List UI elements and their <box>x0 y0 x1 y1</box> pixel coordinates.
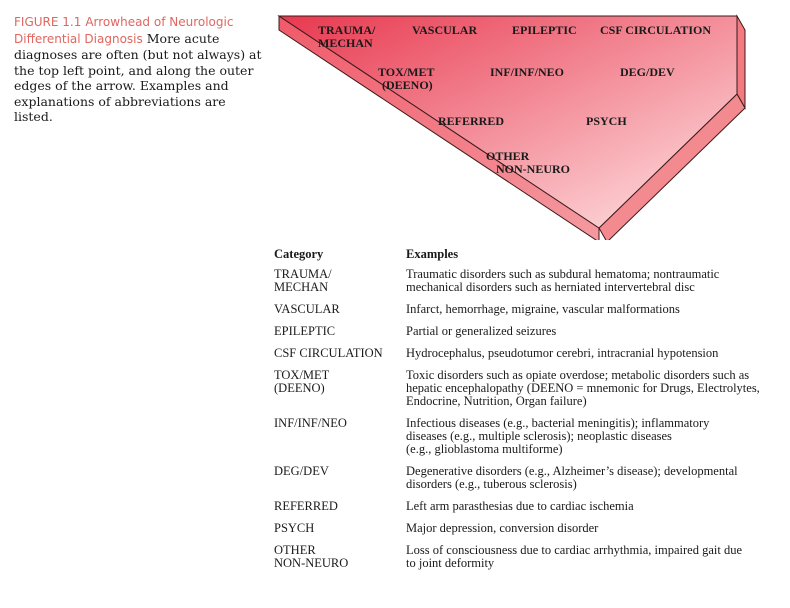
row-category: CSF CIRCULATION <box>274 346 383 360</box>
row-category: TOX/MET (DEENO) <box>274 368 330 395</box>
table-row <box>274 465 786 491</box>
label-infinfneo: INF/INF/NEO <box>490 65 565 79</box>
examples-table <box>274 248 786 570</box>
row-examples: Degenerative disorders (e.g., Alzheimer’s disease); developmental disorders (e.g., tuberous sclerosis) <box>406 464 738 491</box>
table-row <box>274 268 786 294</box>
table-row <box>274 347 786 360</box>
label-trauma-line1: TRAUMA/ <box>318 23 376 37</box>
label-other-line1: OTHER <box>486 149 530 163</box>
row-category: EPILEPTIC <box>274 324 336 338</box>
row-examples: Hydrocephalus, pseudotumor cerebri, intracranial hypotension <box>406 346 719 360</box>
table-row <box>274 303 786 316</box>
row-examples: Partial or generalized seizures <box>406 324 557 338</box>
row-examples: Loss of consciousness due to cardiac arrhythmia, impaired gait due to joint deformity <box>406 543 743 570</box>
table-row <box>274 500 786 513</box>
row-category: REFERRED <box>274 499 338 513</box>
row-category: VASCULAR <box>274 302 340 316</box>
label-toxmet-line1: TOX/MET <box>378 65 435 79</box>
header-category: Category <box>274 247 324 261</box>
row-category: TRAUMA/ MECHAN <box>274 267 332 294</box>
label-epileptic: EPILEPTIC <box>512 23 577 37</box>
row-category: PSYCH <box>274 521 315 535</box>
row-examples: Traumatic disorders such as subdural hematoma; nontraumatic mechanical disorders such as herniated intervertebral disc <box>406 267 720 294</box>
label-degdev: DEG/DEV <box>620 65 675 79</box>
label-vascular: VASCULAR <box>412 23 478 37</box>
table-row <box>274 417 786 456</box>
table-header <box>274 248 786 261</box>
row-examples: Infarct, hemorrhage, migraine, vascular malformations <box>406 302 680 316</box>
row-category: INF/INF/NEO <box>274 416 347 430</box>
arrowhead-diagram <box>0 0 790 240</box>
row-examples: Left arm parasthesias due to cardiac ischemia <box>406 499 634 513</box>
table-row <box>274 325 786 338</box>
label-other-line2: NON-NEURO <box>496 162 570 176</box>
row-examples: Major depression, conversion disorder <box>406 521 599 535</box>
caption-text: More acute diagnoses are often (but not always) at the top left point, and along the outer edges of the arrow. Examples and explanations of abbreviations are listed. <box>14 30 262 124</box>
figure-title: Arrowhead of Neurologic Differential Diagnosis <box>14 15 234 46</box>
row-category: DEG/DEV <box>274 464 329 478</box>
label-psych: PSYCH <box>586 114 627 128</box>
label-toxmet-line2: (DEENO) <box>382 78 433 92</box>
row-category: OTHER NON-NEURO <box>274 543 349 570</box>
table-row <box>274 522 786 535</box>
table-row <box>274 369 786 408</box>
table-row <box>274 544 786 570</box>
label-trauma-line2: MECHAN <box>318 36 373 50</box>
arrow-right-side <box>737 16 745 108</box>
label-referred: REFERRED <box>438 114 505 128</box>
figure-label: FIGURE 1.1 <box>14 15 82 29</box>
row-examples: Toxic disorders such as opiate overdose; metabolic disorders such as hepatic encephalopathy (DEENO = mnemonic for Drugs, Electrolytes, Endocrine, Nutrition, Organ failure) <box>406 368 760 408</box>
label-csf-circulation: CSF CIRCULATION <box>600 23 712 37</box>
header-examples: Examples <box>406 247 459 261</box>
row-examples: Infectious diseases (e.g., bacterial meningitis); inflammatory diseases (e.g., multiple sclerosis); neoplastic diseases (e.g., glioblastoma multiforme) <box>406 416 710 456</box>
